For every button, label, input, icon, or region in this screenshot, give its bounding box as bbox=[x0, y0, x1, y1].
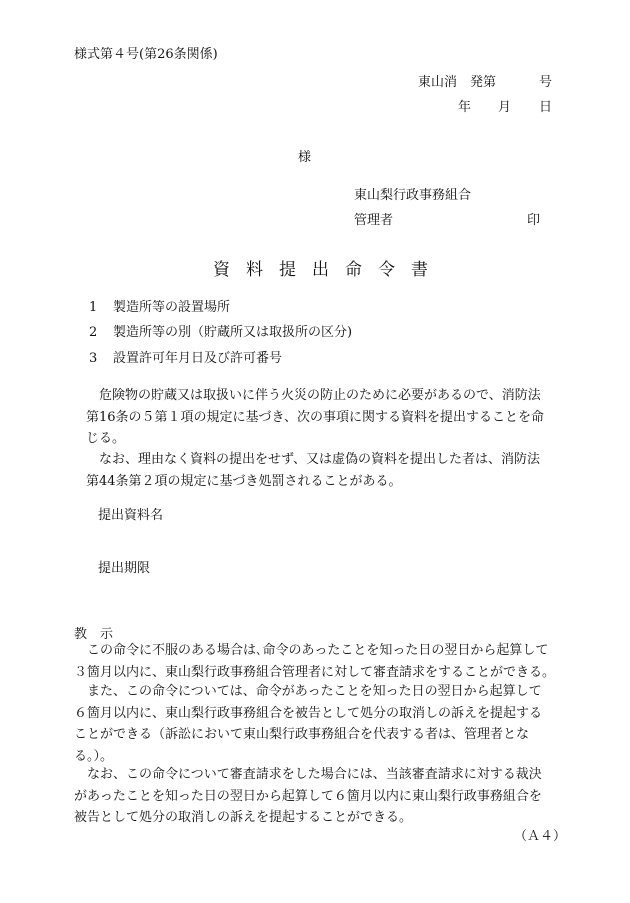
paragraph-line: この命令に不服のある場合は､命令のあったことを知った日の翌日から起算して bbox=[74, 643, 549, 658]
date-day: 日 bbox=[539, 100, 553, 115]
item-text: 設置許可年月日及び許可番号 bbox=[113, 351, 283, 366]
item-number: 2 bbox=[89, 325, 98, 340]
paragraph-line: なお、理由なく資料の提出をせず、又は虚偽の資料を提出した者は、消防法 bbox=[86, 452, 540, 467]
form-number: 様式第４号(第26条関係) bbox=[74, 47, 218, 62]
sender-role: 管理者 bbox=[354, 213, 394, 228]
instruction-paragraph-2 bbox=[74, 681, 559, 767]
paragraph-line: じる。 bbox=[86, 431, 126, 446]
paragraph-line: 第44条第２項の規定に基づき処罰されることがある。 bbox=[86, 473, 402, 489]
item-text: 製造所等の設置場所 bbox=[113, 300, 231, 315]
body-paragraph-1 bbox=[86, 385, 571, 450]
issuer-number-prefix: 東山消 発第 bbox=[418, 75, 497, 90]
instruction-paragraph-1 bbox=[74, 640, 559, 683]
body-paragraph-2 bbox=[86, 449, 571, 492]
paragraph-line: 被告として処分の取消しの訴えを提起することができる。 bbox=[74, 810, 413, 825]
deadline-label: 提出期限 bbox=[98, 561, 151, 576]
paragraph-line: なお、この命令について審査請求をした場合には、当該審査請求に対する裁決 bbox=[74, 767, 542, 782]
issuer-number-suffix: 号 bbox=[539, 75, 553, 90]
paragraph-line: る。）。 bbox=[74, 748, 114, 764]
recipient-suffix: 様 bbox=[298, 150, 312, 165]
paragraph-line: ことができる（訴訟において東山梨行政事務組合を代表する者は、管理者とな bbox=[74, 727, 530, 742]
date-month: 月 bbox=[498, 100, 512, 115]
materials-label: 提出資料名 bbox=[98, 508, 164, 523]
item-number: 1 bbox=[89, 300, 98, 315]
instruction-paragraph-3 bbox=[74, 764, 559, 829]
date-year: 年 bbox=[458, 100, 472, 115]
sender-organization: 東山梨行政事務組合 bbox=[354, 188, 472, 203]
item-text: 製造所等の別（貯蔵所又は取扱所の区分) bbox=[113, 325, 353, 340]
paragraph-line: ６箇月以内に、東山梨行政事務組合を被告として処分の取消しの訴えを提起する bbox=[74, 705, 543, 721]
item-number: 3 bbox=[89, 351, 98, 366]
paragraph-line: ３箇月以内に、東山梨行政事務組合管理者に対して審査請求をすることができる。 bbox=[74, 664, 556, 680]
paragraph-line: また、この命令については、命令があったことを知った日の翌日から起算して bbox=[74, 684, 542, 699]
paragraph-line: 第16条の５第１項の規定に基づき、次の事項に関する資料を提出することを命 bbox=[86, 409, 545, 425]
paper-size: （Ａ４） bbox=[514, 829, 567, 844]
document-title: 資料提出命令書 bbox=[213, 260, 444, 280]
seal-mark: 印 bbox=[527, 213, 541, 228]
instruction-heading: 教 示 bbox=[74, 627, 114, 642]
paragraph-line: 危険物の貯蔵又は取扱いに伴う火災の防止のために必要があるので、消防法 bbox=[86, 388, 541, 403]
paragraph-line: があったことを知った日の翌日から起算して６箇月以内に東山梨行政事務組合を bbox=[74, 788, 542, 804]
